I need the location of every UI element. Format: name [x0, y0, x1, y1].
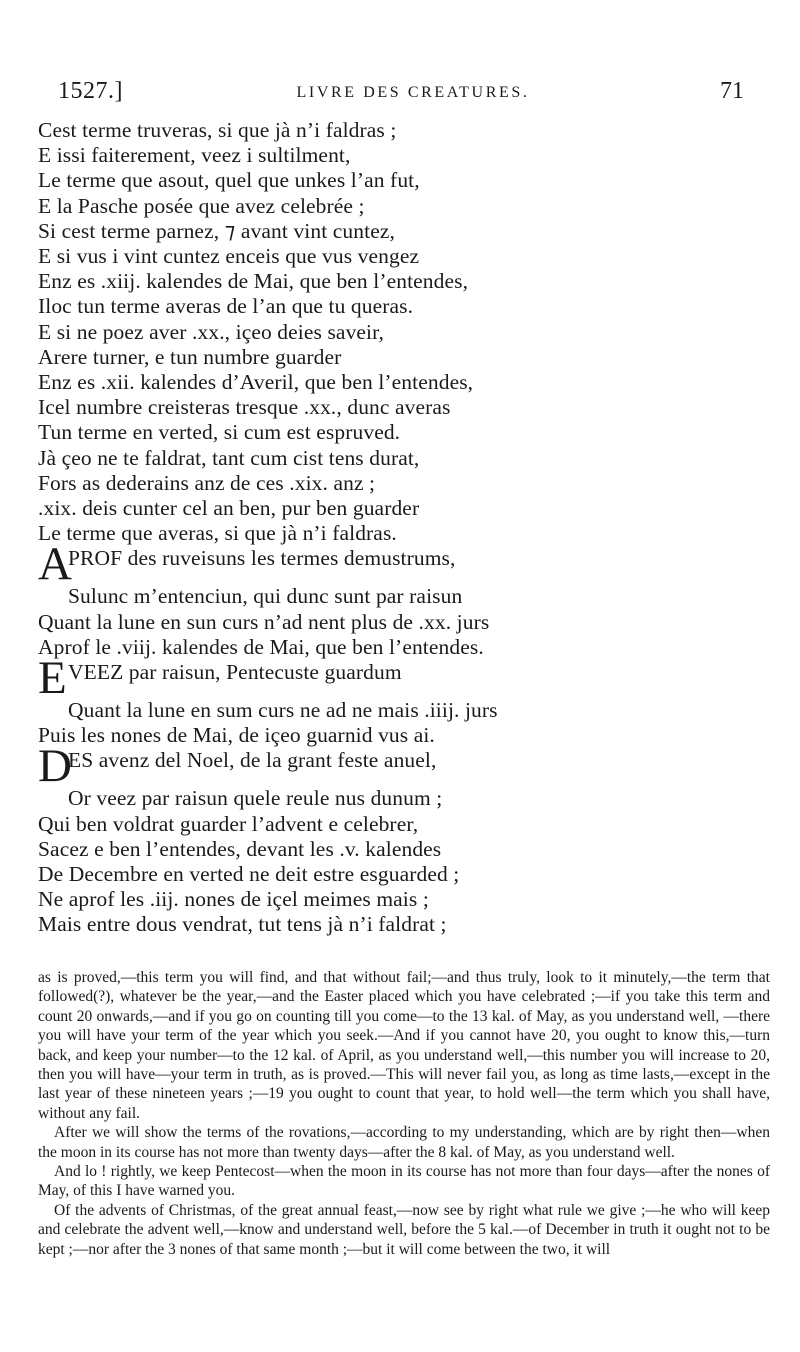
verse-line: Quant la lune en sun curs n’ad nent plus de .xx. jurs — [38, 609, 490, 634]
page-number: 71 — [720, 78, 744, 104]
verse-line: Icel numbre creisteras tresque .xx., dunc averas — [38, 395, 451, 420]
translation-paragraph: as is proved,—this term you will find, and that without fail;—and thus truly, look to it minutely,—the term that followed(?), whatever be the year,—and the Easter placed which you have celebrated ;—if you take this term and count 20 onwards,—and if you go on counting till you come—to the 13 kal. of May, as you understand well, —there you will have your term of the year which you seek.—And if you cannot have 20, you ought to know this,—turn back, and keep your number—to the 12 kal. of April, as you understand well,—this number you will increase to 20, then you will have—your term in truth, as is proved.—This will never fail you, as long as time lasts,—except in the last year of these nineteen years ;—19 you ought to count that year, to hold well—the term which you shall have, without any fail. — [38, 969, 770, 1122]
verse-line: Mais entre dous vendrat, tut tens jà n’i faldrat ; — [38, 912, 447, 937]
verse-line: Enz es .xii. kalendes d’Averil, que ben l’entendes, — [38, 370, 474, 395]
verse-line: Jà çeo ne te faldrat, tant cum cist tens durat, — [38, 445, 420, 470]
verse-line: Le terme que averas, si que jà n’i faldras. — [38, 521, 397, 546]
verse-line: Si cest terme parnez, ⁊ avant vint cuntez, — [38, 218, 395, 243]
verse-line: De Decembre en verted ne deit estre esguarded ; — [38, 862, 460, 887]
verse-line-text: VEEZ par raisun, Pentecuste guardum — [68, 660, 402, 685]
verse-line: Enz es .xiij. kalendes de Mai, que ben l’entendes, — [38, 269, 469, 294]
verse-line-text: ES avenz del Noel, de la grant feste anuel, — [68, 748, 437, 773]
verse-line: Or veez par raisun quele reule nus dunum ; — [68, 786, 443, 811]
verse-line: Fors as dederains anz de ces .xix. anz ; — [38, 470, 376, 495]
verse-line: Qui ben voldrat guarder l’advent e celebrer, — [38, 811, 419, 836]
running-header — [58, 78, 744, 114]
verse-line: Cest terme truveras, si que jà n’i faldras ; — [38, 118, 397, 142]
drop-cap-e: E — [38, 652, 67, 705]
verse-line: Le terme que asout, quel que unkes l’an fut, — [38, 168, 420, 193]
drop-cap-d: D — [38, 740, 73, 793]
verse-line: Aprof le .viij. kalendes de Mai, que ben l’entendes. — [38, 634, 484, 659]
verse-line: Arere turner, e tun numbre guarder — [38, 344, 342, 369]
verse-line: Iloc tun terme averas de l’an que tu queras. — [38, 294, 414, 319]
stanza-a-first-line — [38, 538, 770, 591]
verse-line: E issi faiterement, veez i sultilment, — [38, 143, 351, 168]
verse-line: E si vus i vint cuntez enceis que vus vengez — [38, 244, 420, 269]
verse-line-text: PROF des ruveisuns les termes demustrums, — [68, 546, 456, 571]
stanza-e-first-line — [38, 652, 770, 705]
verse-line: Puis les nones de Mai, de içeo guarnid vus ai. — [38, 723, 435, 748]
header-title: LIVRE DES CREATURES. — [296, 84, 530, 101]
translation-paragraph: Of the advents of Christmas, of the great annual feast,—now see by right what rule we give ;—he who will keep and celebrate the advent well,—know and understand well, before the 5 kal.—of December in truth it ought not to be kept ;—nor after the 3 nones of that same month ;—but it will come between the two, it will — [38, 1201, 770, 1258]
verse-line: E si ne poez aver .xx., içeo deies saveir, — [38, 319, 385, 344]
drop-cap-a: A — [38, 538, 73, 591]
verse-line: E la Pasche posée que avez celebrée ; — [38, 193, 365, 218]
translation-paragraph: And lo ! rightly, we keep Pentecost—when the moon in its course has not more than four days—after the nones of May, of this I have warned you. — [38, 1163, 770, 1200]
translation-paragraph: After we will show the terms of the rovations,—according to my understanding, which are by right then—when the moon in its course has not more than twenty days—after the 8 kal. of May, as you understand well. — [38, 1124, 770, 1161]
verse-line: Quant la lune en sum curs ne ad ne mais .iiij. jurs — [68, 698, 498, 723]
header-year: 1527.] — [58, 78, 123, 104]
translation-notes — [38, 968, 770, 1259]
verse-line: Tun terme en verted, si cum est espruved. — [38, 420, 401, 445]
verse-line: Ne aprof les .iij. nones de içel meimes mais ; — [38, 887, 429, 912]
verse-line: Sacez e ben l’entendes, devant les .v. kalendes — [38, 836, 442, 861]
verse-line: .xix. deis cunter cel an ben, pur ben guarder — [38, 496, 420, 521]
stanza-d-first-line — [38, 740, 770, 793]
verse-line: Sulunc m’entenciun, qui dunc sunt par raisun — [68, 584, 463, 609]
verse-text — [38, 118, 770, 938]
